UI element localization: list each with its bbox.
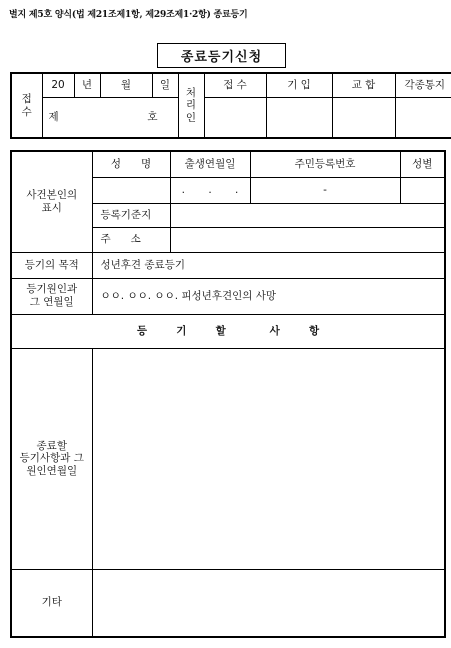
receipt-day-unit: 일 (152, 73, 178, 97)
receipt-number-cell (42, 97, 178, 138)
birth-input-cell[interactable]: . . . (170, 177, 250, 203)
address-input-cell[interactable] (170, 227, 445, 252)
column-id: 주민등록번호 (250, 151, 400, 177)
column-name: 성 명 (92, 151, 170, 177)
receipt-month-unit: 월 (100, 73, 152, 97)
cause-value: ㅇㅇ. ㅇㅇ. ㅇㅇ. 피성년후견인의 사망 (92, 278, 445, 314)
name-input-cell[interactable] (92, 177, 170, 203)
purpose-label: 등기의 목적 (11, 252, 92, 278)
column-entry: 기 입 (266, 73, 332, 97)
termination-label: 종료할 등기사항과 그 원인연월일 (11, 348, 92, 569)
receipt-year-unit: 년 (74, 73, 100, 97)
form-title: 종료등기신청 (157, 43, 286, 68)
receipt-year: 20 (42, 73, 74, 97)
column-check: 교 합 (332, 73, 395, 97)
processing-label: 처 리 인 (178, 73, 204, 138)
entry-signature-cell[interactable] (266, 97, 332, 138)
subject-label: 사건본인의 표시 (11, 151, 92, 252)
registry-label: 등록기준지 (92, 203, 170, 227)
column-receipt: 접 수 (204, 73, 266, 97)
check-signature-cell[interactable] (332, 97, 395, 138)
cause-label: 등기원인과 그 연월일 (11, 278, 92, 314)
other-label: 기타 (11, 569, 92, 637)
gender-input-cell[interactable] (400, 177, 445, 203)
id-input-cell[interactable]: - (250, 177, 400, 203)
receipt-signature-cell[interactable] (204, 97, 266, 138)
main-table (10, 150, 446, 638)
form-header: 별지 제5호 양식(법 제21조제1항, 제29조제1·2항) 종료등기 (9, 10, 248, 20)
other-input-area[interactable] (92, 569, 445, 637)
notice-signature-cell[interactable] (395, 97, 451, 138)
receipt-table (10, 72, 451, 139)
receipt-number-suffix: 호 (147, 110, 158, 123)
items-header: 등 기 할 사 항 (11, 314, 445, 348)
termination-input-area[interactable] (92, 348, 445, 569)
address-label: 주 소 (92, 227, 170, 252)
receipt-number-prefix: 제 (48, 110, 59, 123)
purpose-value: 성년후견 종료등기 (92, 252, 445, 278)
receipt-label: 접 수 (11, 73, 42, 138)
column-notice: 각종통지 (395, 73, 451, 97)
column-gender: 성별 (400, 151, 445, 177)
column-birth: 출생연월일 (170, 151, 250, 177)
registry-input-cell[interactable] (170, 203, 445, 227)
